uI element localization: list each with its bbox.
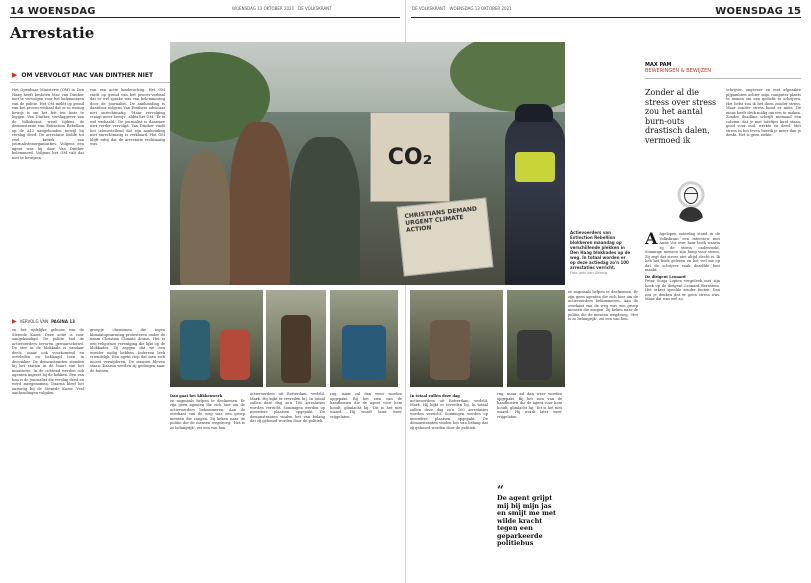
see-also-page: PAGINA 13: [51, 319, 75, 324]
article-column-9: [497, 392, 562, 480]
small-photo-4: [410, 290, 503, 387]
header-rule-right: [411, 17, 801, 18]
article-text-2: van een actie kinderachtig. Het OM vindt op grond van het proces-verbaal dat er wel sprake was van belemmering door de journalist. De aanhouding is daardoor volgens Van Dinthers advocaat niet onrechtmatig. 'Maar vervolging vraagt meer bewijs', aldus het OM. 'Er is wel verhaald.' De journalist is daarmee niet verder vervolgd. Van Dinther vindt het teleurstellend dat zijn aanhouding niet onrechtmatig is verklaard. Het OM blijft erbij dat de arrestatie rechtmatig was.: [90, 88, 165, 146]
article-column-7: [330, 392, 402, 578]
quote-icon: “: [497, 483, 504, 497]
brand-left: DE VOLKSKRANT: [298, 6, 332, 11]
section-label-right: WOENSDAG: [715, 6, 784, 17]
article-text-7: rug, maar zal dan weer worden opgepakt. Bij het zien van de handboeien die de agent voor hem houdt, glimlacht hij. 'Dit is het niet waard.' Hij wordt later weer vrijgelaten.: [330, 392, 402, 419]
opinion-text-4: dat je met tafeltjes kunt staan, goed voor oud, werkte en deed. Met stress in het leven bereik je meer dan je denkt. Het is geen ziekte.: [726, 119, 801, 137]
small-photo-3: [330, 290, 398, 387]
photo-person: [430, 320, 470, 380]
article-text-10: ze nogmaals helpen te deelnemen. Er zijn geen agenten die zich hier om de actievoerders bekommeren. Aan de overkant van de weg was een groep mensen die zongen. Zij keken naar de politie die de mensen wegdroeg. 'Het is zo belangrijk', zei een van hen.: [568, 290, 638, 321]
opinion-tag: [645, 62, 711, 74]
police-cap: [515, 104, 553, 122]
article-column-1: [12, 88, 84, 313]
date-right: WOENSDAG 13 OKTOBER 2021: [449, 6, 512, 11]
article-text-5: ze nogmaals helpen te deelnemen. Er zijn geen agenten die zich hier om de actievoerders bekommeren. Aan de overkant van de weg was een groep mensen die zongen. Zij keken naar de politie die de mensen wegdroeg. 'Het is zo belangrijk', zei een van hen.: [170, 398, 245, 430]
see-also[interactable]: [12, 319, 75, 324]
opinion-rubric: BEWERINGEN & BEWIJZEN: [645, 68, 712, 74]
opinion-rule: [645, 78, 801, 79]
pull-quote: [497, 485, 557, 548]
opinion-author: MAX PAM: [645, 62, 672, 68]
see-also-label: VERVOLG VAN: [19, 319, 49, 324]
protest-banner: CHRISTIANS DEMAND URGENT CLIMATE ACTION: [397, 197, 494, 276]
subhead-a: Dan gaat het klikkenwerk: [170, 394, 223, 398]
article-column-6: [250, 392, 325, 578]
pull-quote-text: De agent grijpt mij bij mijn jas en smijt me met wilde kracht tegen een geparkeerde politiebus: [497, 494, 557, 547]
header-rule-left: [10, 17, 400, 18]
photo-credit: Foto Joris van Gennip: [570, 271, 608, 275]
header-right: [715, 6, 801, 17]
photo-person: [517, 330, 552, 380]
header-right-meta: [412, 6, 512, 11]
article-text-1: Het Openbaar Ministerie (OM) in Den Haag heeft besloten Mac van Dinther niet te vervolgen voor het belemmeren van de politie. Het OM meldt op grond van het proces-verbaal dat er te weinig bewijs is om het feit ten laste te leggen. Van Dinther, verslaggever van de Volkskrant, werd tijdens de demonstratie van Extinction Rebellion op de A12 aangehouden terwijl hij verslag deed. De arrestatie leidde tot veel kritiek van journalistenorganisaties. Volgens een agent was hij door Van Dinther belemmerd. Volgens het OM valt dat niet te bewijzen.: [12, 88, 84, 160]
opinion-title: Zonder al die stress over stress zou het aantal burn-outs drastisch dalen, vermoed ik: [645, 88, 717, 145]
header-left-meta: [232, 6, 332, 11]
portrait-glasses: [684, 193, 698, 197]
page-number-right: 15: [787, 6, 801, 17]
article-text-9: rug, maar zal dan weer worden opgepakt. Bij het zien van de handboeien die de agent voor hem houdt, glimlacht hij. 'Dit is het niet waard.' Hij wordt later weer vrijgelaten.: [497, 392, 562, 419]
opinion-text-1: Agelopen zaterdag stond in de Volkskrant een interview met Anne Vos over haar boek waarin zij de stress onderzoekt. Sommige mensen zijn bang voor stress. Zij zegt dat stress niet altijd slecht is. Ik heb het boek gelezen en het viel me op dat de schrijver vaak dezelfde fout maakt.: [645, 232, 720, 272]
article-text-6: actievoerders uit Rotterdam, verleld. Mark. Hij kijkt er tevreden bij. In totaal zullen deze dag zo'n 100 arrestaties worden verricht. Sommigen werden op meerdere plaatsen opgepakt. De demonstranten vinden het van belang dat zij gehoord worden door de politiek.: [250, 392, 325, 423]
photo-caption-text: Actievoerders van Extinction Rebellion blokkeren maandag op verschillende plekken in Den Haag blokkades op de weg. In totaal worden er op deze actiedag zo'n 100 arrestaties verricht.: [570, 230, 631, 270]
small-photo-5: [507, 290, 565, 387]
small-photo-1: [170, 290, 263, 387]
article-column-5: [170, 392, 245, 578]
article-column-3: [12, 328, 84, 578]
photo-person: [290, 137, 360, 285]
section-label-left: WOENSDAG: [27, 6, 96, 17]
brand-right: DE VOLKSKRANT: [412, 6, 446, 11]
photo-person: [342, 325, 386, 380]
photo-person: [180, 152, 230, 285]
article-kicker-text: OM VERVOLGT MAC VAN DINTHER NIET: [21, 71, 154, 79]
triangle-icon: ▶: [12, 71, 18, 79]
article-text-8: actievoerders uit Rotterdam, verleld. Mark. Hij kijkt er tevreden bij. In totaal zullen deze dag zo'n 100 arrestaties worden verricht. Sommigen werden op meerdere plaatsen opgepakt. De demonstranten vinden het van belang dat zij gehoord worden door de politiek.: [410, 398, 488, 430]
portrait-body: [679, 207, 703, 222]
header-left: [10, 6, 96, 17]
photo-person: [220, 330, 250, 380]
author-portrait: [672, 180, 710, 222]
article-text-3: en het rijdelijke gebouw van de Stenede Kazer. Deze actie is voor aangekondigd. De politie had de actievoerders tevoren gewaarschuwd. De ster in de blokkade is vandaar deels, maar ook voorkomend en overleden en beklaagd toen in december. De demonstranten stonden bij het station in de buurt van het ministerie. In de ochtend werden ook agenten ingezet bij de hekken. Een van hen is de journalist die verslag deed en werd meegenomen. Daarna bleef het onrustig bij de Stenede Kazer. Veel aanhoudingen volgden.: [12, 328, 84, 395]
article-kicker: [12, 71, 153, 79]
photo-person: [281, 315, 311, 383]
police-officer: [505, 112, 565, 285]
subhead-b: In totaal zullen deze dag: [410, 394, 460, 398]
opinion-text-3: Peter Sonja Lopien vergeleek met zijn boek op de dirigent Leonard Bernstein. Het orkest speelde zonder fouten. Dan zou je denken dat er geen stress was. Maar dat was wel zo.: [645, 279, 720, 301]
article-column-2: [90, 88, 165, 188]
co2-sign: CO₂: [370, 112, 450, 202]
opinion-column-2: [726, 88, 801, 578]
article-column-10: [568, 290, 638, 578]
opinion-text-2: schrijver, ongeveer en met afgezakte pijpambten achter mijn computer plaats te nemen om een gedicht te schrijven. Het liefst zou ik het doen zonder stress. Maar zonder stress komt er niets. De mens heeft druk nodig om iets te maken. Zonder deadline schrijft niemand een column.: [726, 88, 801, 124]
small-photo-2: [266, 290, 326, 387]
police-vest: [515, 152, 555, 182]
opinion-column-1: [645, 232, 720, 578]
photo-person: [180, 320, 210, 380]
subhead-c: De dirigent Leonard: [645, 274, 686, 279]
article-column-8: [410, 392, 488, 578]
photo-person: [230, 122, 290, 285]
article-column-4: [90, 328, 165, 578]
triangle-icon: ▶: [12, 318, 17, 325]
section-title: Arrestatie: [10, 24, 95, 42]
photo-caption: [570, 230, 632, 276]
main-photo: [170, 42, 565, 285]
article-text-4: groepje christenen die tegen klimaatopwarming protesteren onder de naam Christian Climate Action. Het is een religieuze vereniging die lijkt op de blokkades. Zij zeggen dat we een wonder nodig hebben. Iedereen leek vriendelijk. Een agent riep dat men zich moest verwijderen. De mensen bleven staan. Daarna werden zij gedragen naar de bussen.: [90, 328, 165, 373]
drop-cap: A: [645, 232, 658, 248]
page-number-left: 14: [10, 6, 24, 17]
date-left: WOENSDAG 13 OKTOBER 2021: [232, 6, 295, 11]
